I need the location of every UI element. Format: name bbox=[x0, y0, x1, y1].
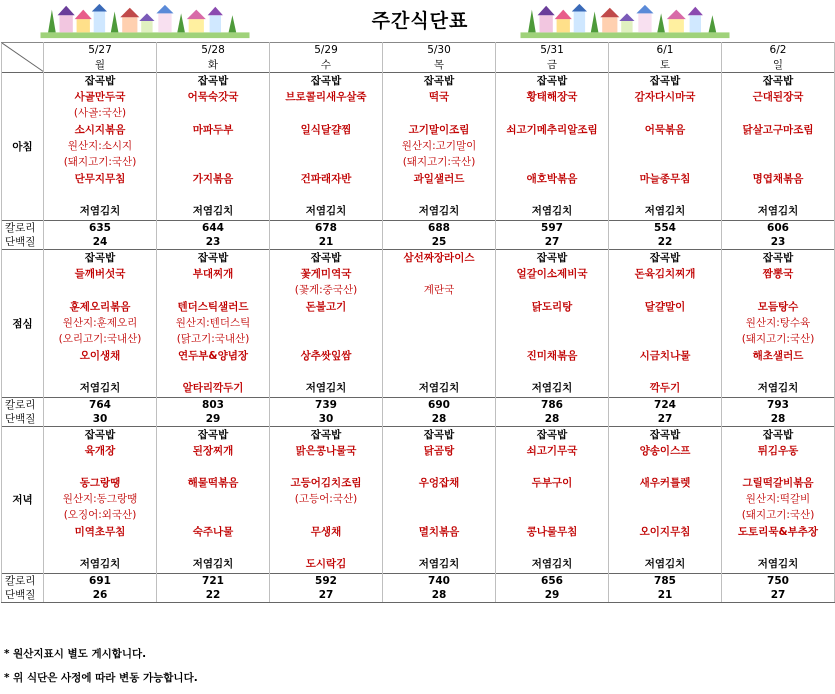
calorie-value: 597 bbox=[496, 221, 609, 236]
menu-item: 상추쌋잎쌈 bbox=[270, 347, 383, 364]
menu-item bbox=[609, 364, 722, 379]
menu-item: 브로콜리새우살죽 bbox=[270, 88, 383, 105]
meal-row bbox=[2, 523, 835, 540]
calorie-row bbox=[2, 398, 835, 413]
menu-item: 우엉잡채 bbox=[383, 474, 496, 491]
day-date: 5/27 bbox=[44, 43, 157, 58]
protein-value: 30 bbox=[44, 412, 157, 427]
menu-item: 육개장 bbox=[44, 442, 157, 459]
origin-note: (닭고기:국내산) bbox=[157, 331, 270, 347]
origin-note bbox=[496, 331, 609, 347]
menu-item: 어묵숙갓국 bbox=[157, 88, 270, 105]
day-date: 5/31 bbox=[496, 43, 609, 58]
weekday-row bbox=[2, 58, 835, 73]
menu-item bbox=[383, 540, 496, 555]
menu-item: 돈육김치찌개 bbox=[609, 265, 722, 282]
village-illustration-right bbox=[515, 2, 735, 40]
menu-item bbox=[383, 347, 496, 364]
menu-item bbox=[496, 364, 609, 379]
origin-note bbox=[722, 138, 835, 154]
menu-item: 감자다시마국 bbox=[609, 88, 722, 105]
menu-item: 잡곡밥 bbox=[157, 250, 270, 266]
menu-item: 사골만두국 bbox=[44, 88, 157, 105]
meal-row bbox=[2, 555, 835, 574]
menu-item: 단무지무침 bbox=[44, 170, 157, 187]
protein-value: 26 bbox=[44, 588, 157, 603]
menu-item: 저염김치 bbox=[722, 202, 835, 221]
menu-item: 잡곡밥 bbox=[270, 250, 383, 266]
day-weekday: 수 bbox=[270, 58, 383, 73]
protein-label: 단백질 bbox=[2, 588, 44, 603]
origin-note: (돼지고기:국산) bbox=[722, 331, 835, 347]
origin-note bbox=[270, 331, 383, 347]
origin-note bbox=[496, 315, 609, 331]
menu-item: 명엽채볶음 bbox=[722, 170, 835, 187]
origin-note bbox=[270, 105, 383, 121]
menu-item: 멸치볶음 bbox=[383, 523, 496, 540]
menu-item bbox=[496, 187, 609, 202]
menu-item: 근대된장국 bbox=[722, 88, 835, 105]
meal-row bbox=[2, 265, 835, 282]
origin-note bbox=[157, 491, 270, 507]
menu-item: 떡국 bbox=[383, 88, 496, 105]
meal-row bbox=[2, 540, 835, 555]
menu-item bbox=[157, 187, 270, 202]
calorie-value: 724 bbox=[609, 398, 722, 413]
menu-item: 도시락김 bbox=[270, 555, 383, 574]
menu-item: 양송이스프 bbox=[609, 442, 722, 459]
menu-item: 연두부&양념장 bbox=[157, 347, 270, 364]
menu-item: 마파두부 bbox=[157, 121, 270, 138]
origin-note: 계란국 bbox=[383, 282, 496, 298]
origin-note bbox=[270, 138, 383, 154]
menu-item bbox=[157, 459, 270, 474]
menu-item: 모듬탕수 bbox=[722, 298, 835, 315]
menu-item: 잡곡밥 bbox=[270, 73, 383, 89]
calorie-value: 592 bbox=[270, 574, 383, 589]
menu-item: 잡곡밥 bbox=[722, 250, 835, 266]
protein-label: 단백질 bbox=[2, 412, 44, 427]
menu-item: 삼선짜장라이스 bbox=[383, 250, 496, 266]
menu-item: 저염김치 bbox=[722, 379, 835, 398]
menu-item: 동그랑땡 bbox=[44, 474, 157, 491]
origin-note bbox=[722, 282, 835, 298]
protein-value: 29 bbox=[496, 588, 609, 603]
calorie-value: 721 bbox=[157, 574, 270, 589]
origin-note: 원산지:탕수육 bbox=[722, 315, 835, 331]
date-row bbox=[2, 43, 835, 58]
menu-item bbox=[609, 187, 722, 202]
menu-item: 고등어김치조림 bbox=[270, 474, 383, 491]
menu-item: 고기말이조림 bbox=[383, 121, 496, 138]
menu-item: 도토리묵&부추장 bbox=[722, 523, 835, 540]
origin-note bbox=[609, 154, 722, 170]
menu-item bbox=[270, 187, 383, 202]
menu-item: 잡곡밥 bbox=[722, 73, 835, 89]
menu-item bbox=[722, 187, 835, 202]
menu-item: 해초샐러드 bbox=[722, 347, 835, 364]
meal-row bbox=[2, 427, 835, 443]
calorie-value: 786 bbox=[496, 398, 609, 413]
calorie-value: 690 bbox=[383, 398, 496, 413]
menu-item: 부대찌개 bbox=[157, 265, 270, 282]
menu-item: 꽃게미역국 bbox=[270, 265, 383, 282]
menu-item: 저염김치 bbox=[270, 379, 383, 398]
origin-note bbox=[44, 282, 157, 298]
menu-item: 저염김치 bbox=[44, 379, 157, 398]
menu-item bbox=[157, 540, 270, 555]
calorie-value: 750 bbox=[722, 574, 835, 589]
meal-row bbox=[2, 331, 835, 347]
menu-item: 저염김치 bbox=[383, 555, 496, 574]
origin-note bbox=[157, 138, 270, 154]
notes bbox=[4, 646, 198, 694]
protein-value: 25 bbox=[383, 235, 496, 250]
menu-item: 잡곡밥 bbox=[496, 427, 609, 443]
day-weekday: 일 bbox=[722, 58, 835, 73]
note-change: * 위 식단은 사정에 따라 변동 가능합니다. bbox=[4, 672, 198, 684]
calorie-value: 739 bbox=[270, 398, 383, 413]
origin-note: (오징어:외국산) bbox=[44, 507, 157, 523]
meal-row bbox=[2, 105, 835, 121]
menu-item: 오이지무침 bbox=[609, 523, 722, 540]
menu-item: 저염김치 bbox=[44, 202, 157, 221]
origin-note bbox=[609, 315, 722, 331]
meal-row bbox=[2, 474, 835, 491]
menu-item: 알타리깍두기 bbox=[157, 379, 270, 398]
menu-item: 과일샐러드 bbox=[383, 170, 496, 187]
calorie-value: 678 bbox=[270, 221, 383, 236]
menu-item: 훈제오리볶음 bbox=[44, 298, 157, 315]
protein-value: 21 bbox=[609, 588, 722, 603]
origin-note: (고등어:국산) bbox=[270, 491, 383, 507]
menu-item: 잡곡밥 bbox=[609, 250, 722, 266]
origin-note bbox=[383, 331, 496, 347]
calorie-value: 785 bbox=[609, 574, 722, 589]
day-date: 6/1 bbox=[609, 43, 722, 58]
calorie-label: 칼로리 bbox=[2, 574, 44, 589]
origin-note: (돼지고기:국산) bbox=[44, 154, 157, 170]
protein-value: 23 bbox=[722, 235, 835, 250]
menu-item: 저염김치 bbox=[157, 555, 270, 574]
menu-item: 잡곡밥 bbox=[496, 250, 609, 266]
calorie-label: 칼로리 bbox=[2, 398, 44, 413]
origin-note bbox=[383, 491, 496, 507]
menu-item bbox=[383, 187, 496, 202]
menu-item bbox=[270, 364, 383, 379]
protein-row bbox=[2, 235, 835, 250]
origin-note bbox=[496, 138, 609, 154]
day-weekday: 월 bbox=[44, 58, 157, 73]
protein-value: 28 bbox=[722, 412, 835, 427]
protein-value: 27 bbox=[270, 588, 383, 603]
origin-note bbox=[496, 154, 609, 170]
menu-item: 잡곡밥 bbox=[44, 250, 157, 266]
origin-note bbox=[609, 138, 722, 154]
menu-item: 텐더스틱샐러드 bbox=[157, 298, 270, 315]
protein-value: 22 bbox=[609, 235, 722, 250]
menu-item: 시금치나물 bbox=[609, 347, 722, 364]
day-date: 5/28 bbox=[157, 43, 270, 58]
meal-row bbox=[2, 282, 835, 298]
menu-item: 저염김치 bbox=[609, 202, 722, 221]
menu-item bbox=[383, 364, 496, 379]
menu-item: 달걀말이 bbox=[609, 298, 722, 315]
calorie-row bbox=[2, 221, 835, 236]
menu-item: 잡곡밥 bbox=[44, 427, 157, 443]
origin-note: (돼지고기:국산) bbox=[722, 507, 835, 523]
menu-item bbox=[44, 540, 157, 555]
menu-item: 깍두기 bbox=[609, 379, 722, 398]
menu-item: 잡곡밥 bbox=[722, 427, 835, 443]
meal-row bbox=[2, 364, 835, 379]
menu-item: 잡곡밥 bbox=[383, 73, 496, 89]
origin-note bbox=[609, 105, 722, 121]
protein-value: 22 bbox=[157, 588, 270, 603]
menu-item: 콩나물무침 bbox=[496, 523, 609, 540]
calorie-value: 635 bbox=[44, 221, 157, 236]
menu-item bbox=[157, 364, 270, 379]
menu-item: 쇠고기무국 bbox=[496, 442, 609, 459]
meal-row bbox=[2, 73, 835, 89]
menu-item: 잡곡밥 bbox=[496, 73, 609, 89]
origin-note: (꽃게:중국산) bbox=[270, 282, 383, 298]
day-weekday: 금 bbox=[496, 58, 609, 73]
menu-item: 잡곡밥 bbox=[270, 427, 383, 443]
menu-item: 숙주나물 bbox=[157, 523, 270, 540]
protein-label: 단백질 bbox=[2, 235, 44, 250]
menu-item: 그릴떡갈비볶음 bbox=[722, 474, 835, 491]
meal-row bbox=[2, 315, 835, 331]
meal-row bbox=[2, 202, 835, 221]
origin-note bbox=[383, 105, 496, 121]
menu-item: 저염김치 bbox=[496, 379, 609, 398]
menu-item: 건파래자반 bbox=[270, 170, 383, 187]
menu-item: 저염김치 bbox=[722, 555, 835, 574]
page-title: 주간식단표 bbox=[371, 10, 469, 32]
origin-note bbox=[722, 154, 835, 170]
origin-note: 원산지:떡갈비 bbox=[722, 491, 835, 507]
calorie-value: 606 bbox=[722, 221, 835, 236]
meal-label: 아침 bbox=[2, 73, 44, 221]
meal-row bbox=[2, 491, 835, 507]
calorie-row bbox=[2, 574, 835, 589]
calorie-value: 764 bbox=[44, 398, 157, 413]
meal-row bbox=[2, 459, 835, 474]
meal-row bbox=[2, 88, 835, 105]
menu-item: 잡곡밥 bbox=[157, 73, 270, 89]
day-date: 5/30 bbox=[383, 43, 496, 58]
meal-row bbox=[2, 154, 835, 170]
menu-item: 쇠고기메추리알조림 bbox=[496, 121, 609, 138]
menu-item: 소시지볶음 bbox=[44, 121, 157, 138]
menu-item: 저염김치 bbox=[383, 379, 496, 398]
menu-item bbox=[44, 364, 157, 379]
village-illustration-left bbox=[35, 2, 255, 40]
menu-item bbox=[496, 459, 609, 474]
menu-item: 새우커틀렛 bbox=[609, 474, 722, 491]
protein-row bbox=[2, 588, 835, 603]
origin-note bbox=[609, 331, 722, 347]
origin-note bbox=[157, 507, 270, 523]
menu-item: 저염김치 bbox=[44, 555, 157, 574]
menu-item: 두부구이 bbox=[496, 474, 609, 491]
menu-item: 잡곡밥 bbox=[609, 73, 722, 89]
origin-note bbox=[722, 105, 835, 121]
protein-value: 21 bbox=[270, 235, 383, 250]
menu-item: 잡곡밥 bbox=[609, 427, 722, 443]
origin-note: 원산지:동그랑땡 bbox=[44, 491, 157, 507]
menu-item bbox=[44, 187, 157, 202]
protein-value: 23 bbox=[157, 235, 270, 250]
origin-note bbox=[270, 315, 383, 331]
menu-item: 저염김치 bbox=[609, 555, 722, 574]
menu-item: 무생채 bbox=[270, 523, 383, 540]
menu-item: 돈불고기 bbox=[270, 298, 383, 315]
menu-item: 맑은콩나물국 bbox=[270, 442, 383, 459]
meal-row bbox=[2, 347, 835, 364]
menu-item: 잡곡밥 bbox=[44, 73, 157, 89]
menu-item bbox=[383, 265, 496, 282]
menu-item bbox=[722, 459, 835, 474]
protein-value: 28 bbox=[496, 412, 609, 427]
calorie-value: 803 bbox=[157, 398, 270, 413]
origin-note bbox=[157, 282, 270, 298]
origin-note: 원산지:훈제오리 bbox=[44, 315, 157, 331]
meal-row bbox=[2, 442, 835, 459]
menu-item: 저염김치 bbox=[496, 555, 609, 574]
calorie-label: 칼로리 bbox=[2, 221, 44, 236]
corner-cell bbox=[2, 43, 44, 73]
meal-row bbox=[2, 121, 835, 138]
meal-row bbox=[2, 298, 835, 315]
protein-value: 28 bbox=[383, 412, 496, 427]
origin-note bbox=[496, 491, 609, 507]
origin-note bbox=[609, 507, 722, 523]
menu-item bbox=[44, 459, 157, 474]
menu-item bbox=[609, 540, 722, 555]
protein-value: 28 bbox=[383, 588, 496, 603]
calorie-value: 554 bbox=[609, 221, 722, 236]
menu-item: 해물떡볶음 bbox=[157, 474, 270, 491]
origin-note: 원산지:소시지 bbox=[44, 138, 157, 154]
origin-note bbox=[270, 507, 383, 523]
meal-row bbox=[2, 507, 835, 523]
calorie-value: 740 bbox=[383, 574, 496, 589]
weekly-menu-table bbox=[1, 42, 835, 603]
protein-value: 29 bbox=[157, 412, 270, 427]
protein-value: 24 bbox=[44, 235, 157, 250]
menu-item: 닭살고구마조림 bbox=[722, 121, 835, 138]
calorie-value: 688 bbox=[383, 221, 496, 236]
menu-item: 저염김치 bbox=[383, 202, 496, 221]
protein-value: 30 bbox=[270, 412, 383, 427]
menu-item: 닭곰탕 bbox=[383, 442, 496, 459]
day-weekday: 토 bbox=[609, 58, 722, 73]
protein-value: 27 bbox=[609, 412, 722, 427]
calorie-value: 691 bbox=[44, 574, 157, 589]
day-weekday: 목 bbox=[383, 58, 496, 73]
menu-item: 잡곡밥 bbox=[383, 427, 496, 443]
menu-item: 짬뽕국 bbox=[722, 265, 835, 282]
menu-item bbox=[722, 364, 835, 379]
origin-note bbox=[496, 507, 609, 523]
calorie-value: 644 bbox=[157, 221, 270, 236]
meal-row bbox=[2, 379, 835, 398]
meal-row bbox=[2, 170, 835, 187]
menu-item: 닭도리탕 bbox=[496, 298, 609, 315]
menu-item bbox=[383, 298, 496, 315]
menu-item: 얼갈이소제비국 bbox=[496, 265, 609, 282]
menu-item: 들깨버섯국 bbox=[44, 265, 157, 282]
origin-note bbox=[157, 105, 270, 121]
menu-item: 일식달걀찜 bbox=[270, 121, 383, 138]
meal-row bbox=[2, 250, 835, 266]
origin-note bbox=[270, 154, 383, 170]
meal-row bbox=[2, 138, 835, 154]
menu-item: 어묵볶음 bbox=[609, 121, 722, 138]
day-weekday: 화 bbox=[157, 58, 270, 73]
menu-item: 잡곡밥 bbox=[157, 427, 270, 443]
menu-item: 애호박볶음 bbox=[496, 170, 609, 187]
origin-note bbox=[496, 282, 609, 298]
menu-item: 마늘종무침 bbox=[609, 170, 722, 187]
protein-row bbox=[2, 412, 835, 427]
origin-note: (돼지고기:국산) bbox=[383, 154, 496, 170]
meal-label: 저녁 bbox=[2, 427, 44, 574]
diagonal-line bbox=[2, 43, 44, 72]
menu-item: 된장찌개 bbox=[157, 442, 270, 459]
calorie-value: 793 bbox=[722, 398, 835, 413]
header bbox=[0, 0, 835, 42]
origin-note: (사골:국산) bbox=[44, 105, 157, 121]
note-origin: * 원산지표시 별도 게시합니다. bbox=[4, 648, 147, 660]
menu-item: 저염김치 bbox=[270, 202, 383, 221]
menu-item: 저염김치 bbox=[496, 202, 609, 221]
menu-item bbox=[270, 540, 383, 555]
menu-item: 미역초무침 bbox=[44, 523, 157, 540]
meal-row bbox=[2, 187, 835, 202]
menu-item: 튀김우동 bbox=[722, 442, 835, 459]
origin-note: (오리고기:국내산) bbox=[44, 331, 157, 347]
origin-note bbox=[157, 154, 270, 170]
origin-note bbox=[383, 507, 496, 523]
menu-item: 저염김치 bbox=[157, 202, 270, 221]
origin-note: 원산지:고기말이 bbox=[383, 138, 496, 154]
menu-item bbox=[270, 459, 383, 474]
menu-item: 오이생채 bbox=[44, 347, 157, 364]
meal-label: 점심 bbox=[2, 250, 44, 398]
menu-item bbox=[722, 540, 835, 555]
origin-note bbox=[496, 105, 609, 121]
calorie-value: 656 bbox=[496, 574, 609, 589]
protein-value: 27 bbox=[722, 588, 835, 603]
menu-item: 진미채볶음 bbox=[496, 347, 609, 364]
menu-item bbox=[609, 459, 722, 474]
origin-note bbox=[609, 491, 722, 507]
origin-note: 원산지:텐더스틱 bbox=[157, 315, 270, 331]
day-date: 6/2 bbox=[722, 43, 835, 58]
menu-item bbox=[496, 540, 609, 555]
protein-value: 27 bbox=[496, 235, 609, 250]
origin-note bbox=[383, 315, 496, 331]
menu-item: 황태해장국 bbox=[496, 88, 609, 105]
menu-item bbox=[383, 459, 496, 474]
menu-item: 가지볶음 bbox=[157, 170, 270, 187]
day-date: 5/29 bbox=[270, 43, 383, 58]
origin-note bbox=[609, 282, 722, 298]
